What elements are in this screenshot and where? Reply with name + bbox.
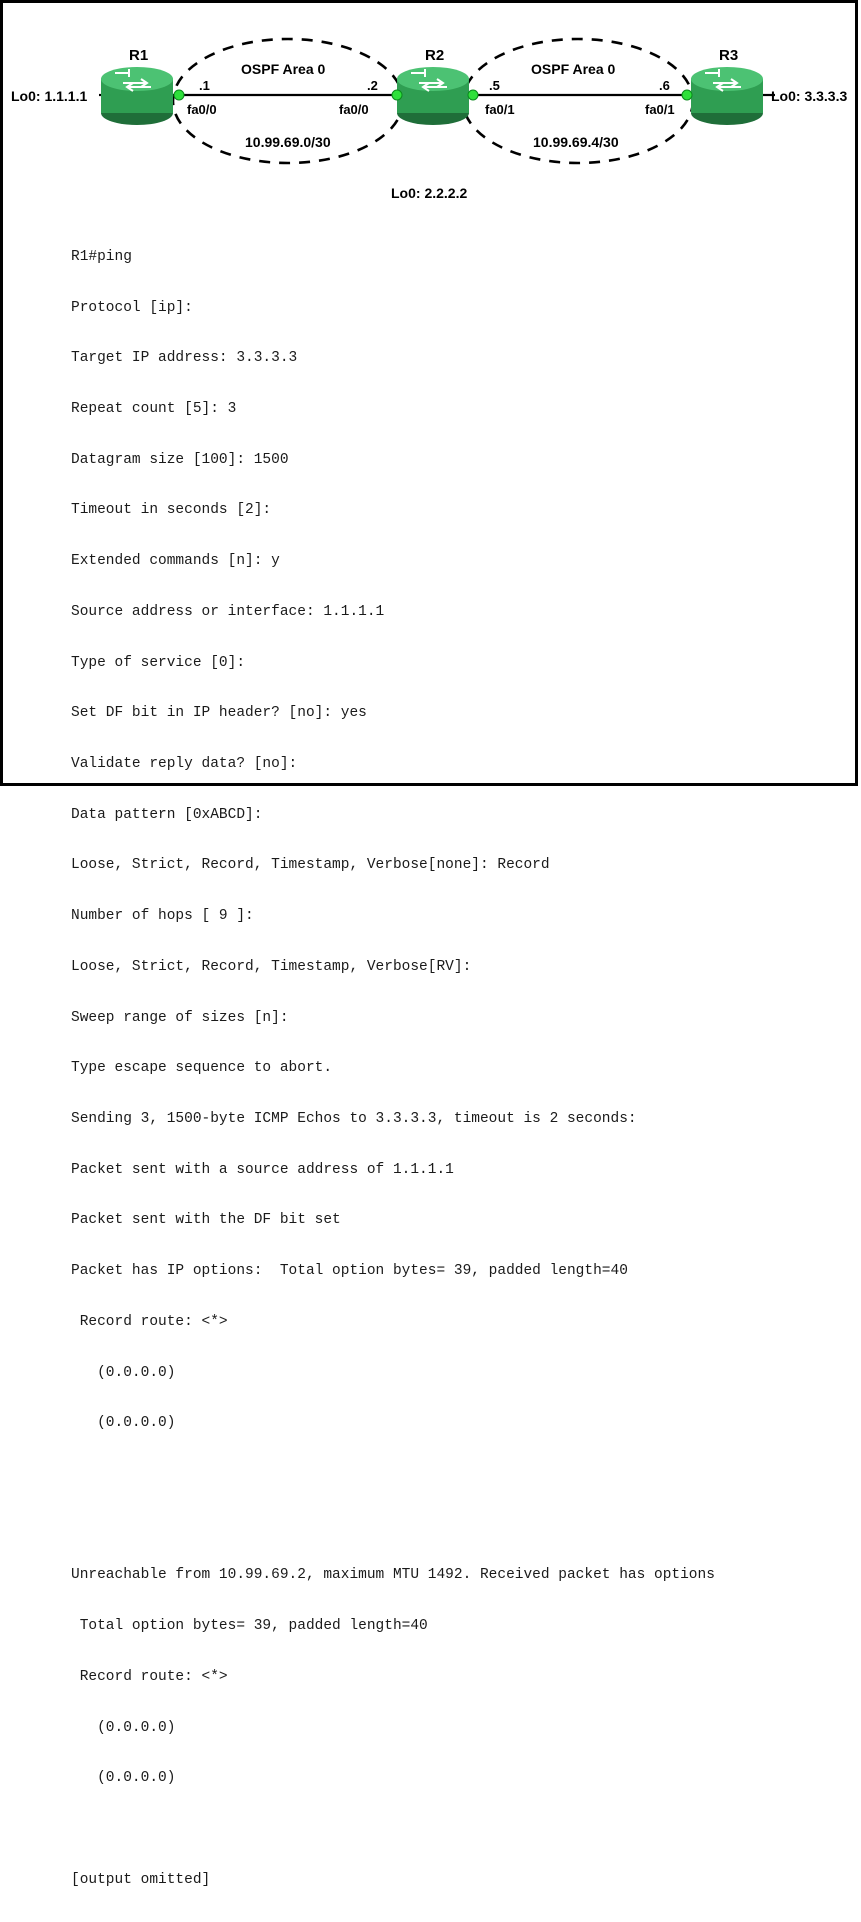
console-line: Repeat count [5]: 3 <box>71 400 237 417</box>
console-output <box>71 215 847 1922</box>
console-line: Validate reply data? [no]: <box>71 756 298 772</box>
console-line: R1#ping <box>71 248 132 265</box>
link-dot-r2-left <box>392 90 402 100</box>
link-dot-r1 <box>174 90 184 100</box>
console-line: Protocol [ip]: <box>71 299 193 316</box>
console-line: Packet sent with a source address of 1.1.1.1 <box>71 1161 454 1178</box>
console-line: Loose, Strict, Record, Timestamp, Verbose[none]: Record <box>71 857 550 874</box>
loopback-label-r3: Lo0: 3.3.3.3 <box>771 88 848 104</box>
interface-label-r2-fa0-1: fa0/1 <box>485 102 515 117</box>
console-line: Loose, Strict, Record, Timestamp, Verbose[RV]: <box>71 958 472 975</box>
console-line: (0.0.0.0) <box>71 1719 176 1736</box>
router-label-r2: R2 <box>425 47 445 64</box>
interface-label-r3-fa0-1: fa0/1 <box>645 102 675 117</box>
console-line: Record route: <*> <box>71 1668 228 1685</box>
interface-label-r1-fa0-0: fa0/0 <box>187 102 217 117</box>
console-line: (0.0.0.0) <box>71 1770 176 1787</box>
console-line: Target IP address: 3.3.3.3 <box>71 350 298 367</box>
console-line: Set DF bit in IP header? [no]: yes <box>71 705 367 722</box>
console-line: Type escape sequence to abort. <box>71 1060 333 1077</box>
network-topology-diagram <box>3 3 855 208</box>
console-line <box>71 1821 847 1838</box>
subnet-label-right: 10.99.69.4/30 <box>533 134 619 150</box>
console-line: Packet has IP options: Total option bytes= 39, padded length=40 <box>71 1263 628 1280</box>
console-line: Source address or interface: 1.1.1.1 <box>71 603 385 620</box>
console-line: Data pattern [0xABCD]: <box>71 806 263 823</box>
console-line: Timeout in seconds [2]: <box>71 502 272 519</box>
console-line <box>71 1466 847 1483</box>
router-icon-r3 <box>691 67 763 125</box>
link-dot-r3 <box>682 90 692 100</box>
console-line: Number of hops [ 9 ]: <box>71 908 254 925</box>
loopback-label-r2: Lo0: 2.2.2.2 <box>391 185 468 201</box>
router-label-r1: R1 <box>129 47 149 64</box>
topology-canvas <box>3 3 861 208</box>
subnet-label-left: 10.99.69.0/30 <box>245 134 331 150</box>
link-dot-r2-right <box>468 90 478 100</box>
area-label-right: OSPF Area 0 <box>531 61 616 77</box>
console-line: (0.0.0.0) <box>71 1415 176 1432</box>
console-line: Record route: <*> <box>71 1313 228 1330</box>
console-line: Type of service [0]: <box>71 654 246 671</box>
console-line: [output omitted] <box>71 1871 211 1888</box>
loopback-label-r1: Lo0: 1.1.1.1 <box>11 88 88 104</box>
ip-octet-r2-fa0-1: .5 <box>489 78 500 93</box>
ip-octet-r3-fa0-1: .6 <box>659 78 670 93</box>
console-line: Packet sent with the DF bit set <box>71 1212 341 1229</box>
ip-octet-r2-fa0-0: .2 <box>367 78 378 93</box>
router-icon-r1 <box>101 67 173 125</box>
console-line: Sending 3, 1500-byte ICMP Echos to 3.3.3.3, timeout is 2 seconds: <box>71 1111 637 1128</box>
console-line: Extended commands [n]: y <box>71 553 280 570</box>
console-line: Sweep range of sizes [n]: <box>71 1009 289 1026</box>
console-line: Total option bytes= 39, padded length=40 <box>71 1618 428 1635</box>
area-label-left: OSPF Area 0 <box>241 61 326 77</box>
router-label-r3: R3 <box>719 47 739 64</box>
console-line: (0.0.0.0) <box>71 1364 176 1381</box>
interface-label-r2-fa0-0: fa0/0 <box>339 102 369 117</box>
ip-octet-r1-fa0-0: .1 <box>199 78 210 93</box>
console-line <box>71 1517 847 1534</box>
router-icon-r2 <box>397 67 469 125</box>
console-line: Datagram size [100]: 1500 <box>71 451 289 468</box>
console-line: Unreachable from 10.99.69.2, maximum MTU 1492. Received packet has options <box>71 1567 715 1584</box>
